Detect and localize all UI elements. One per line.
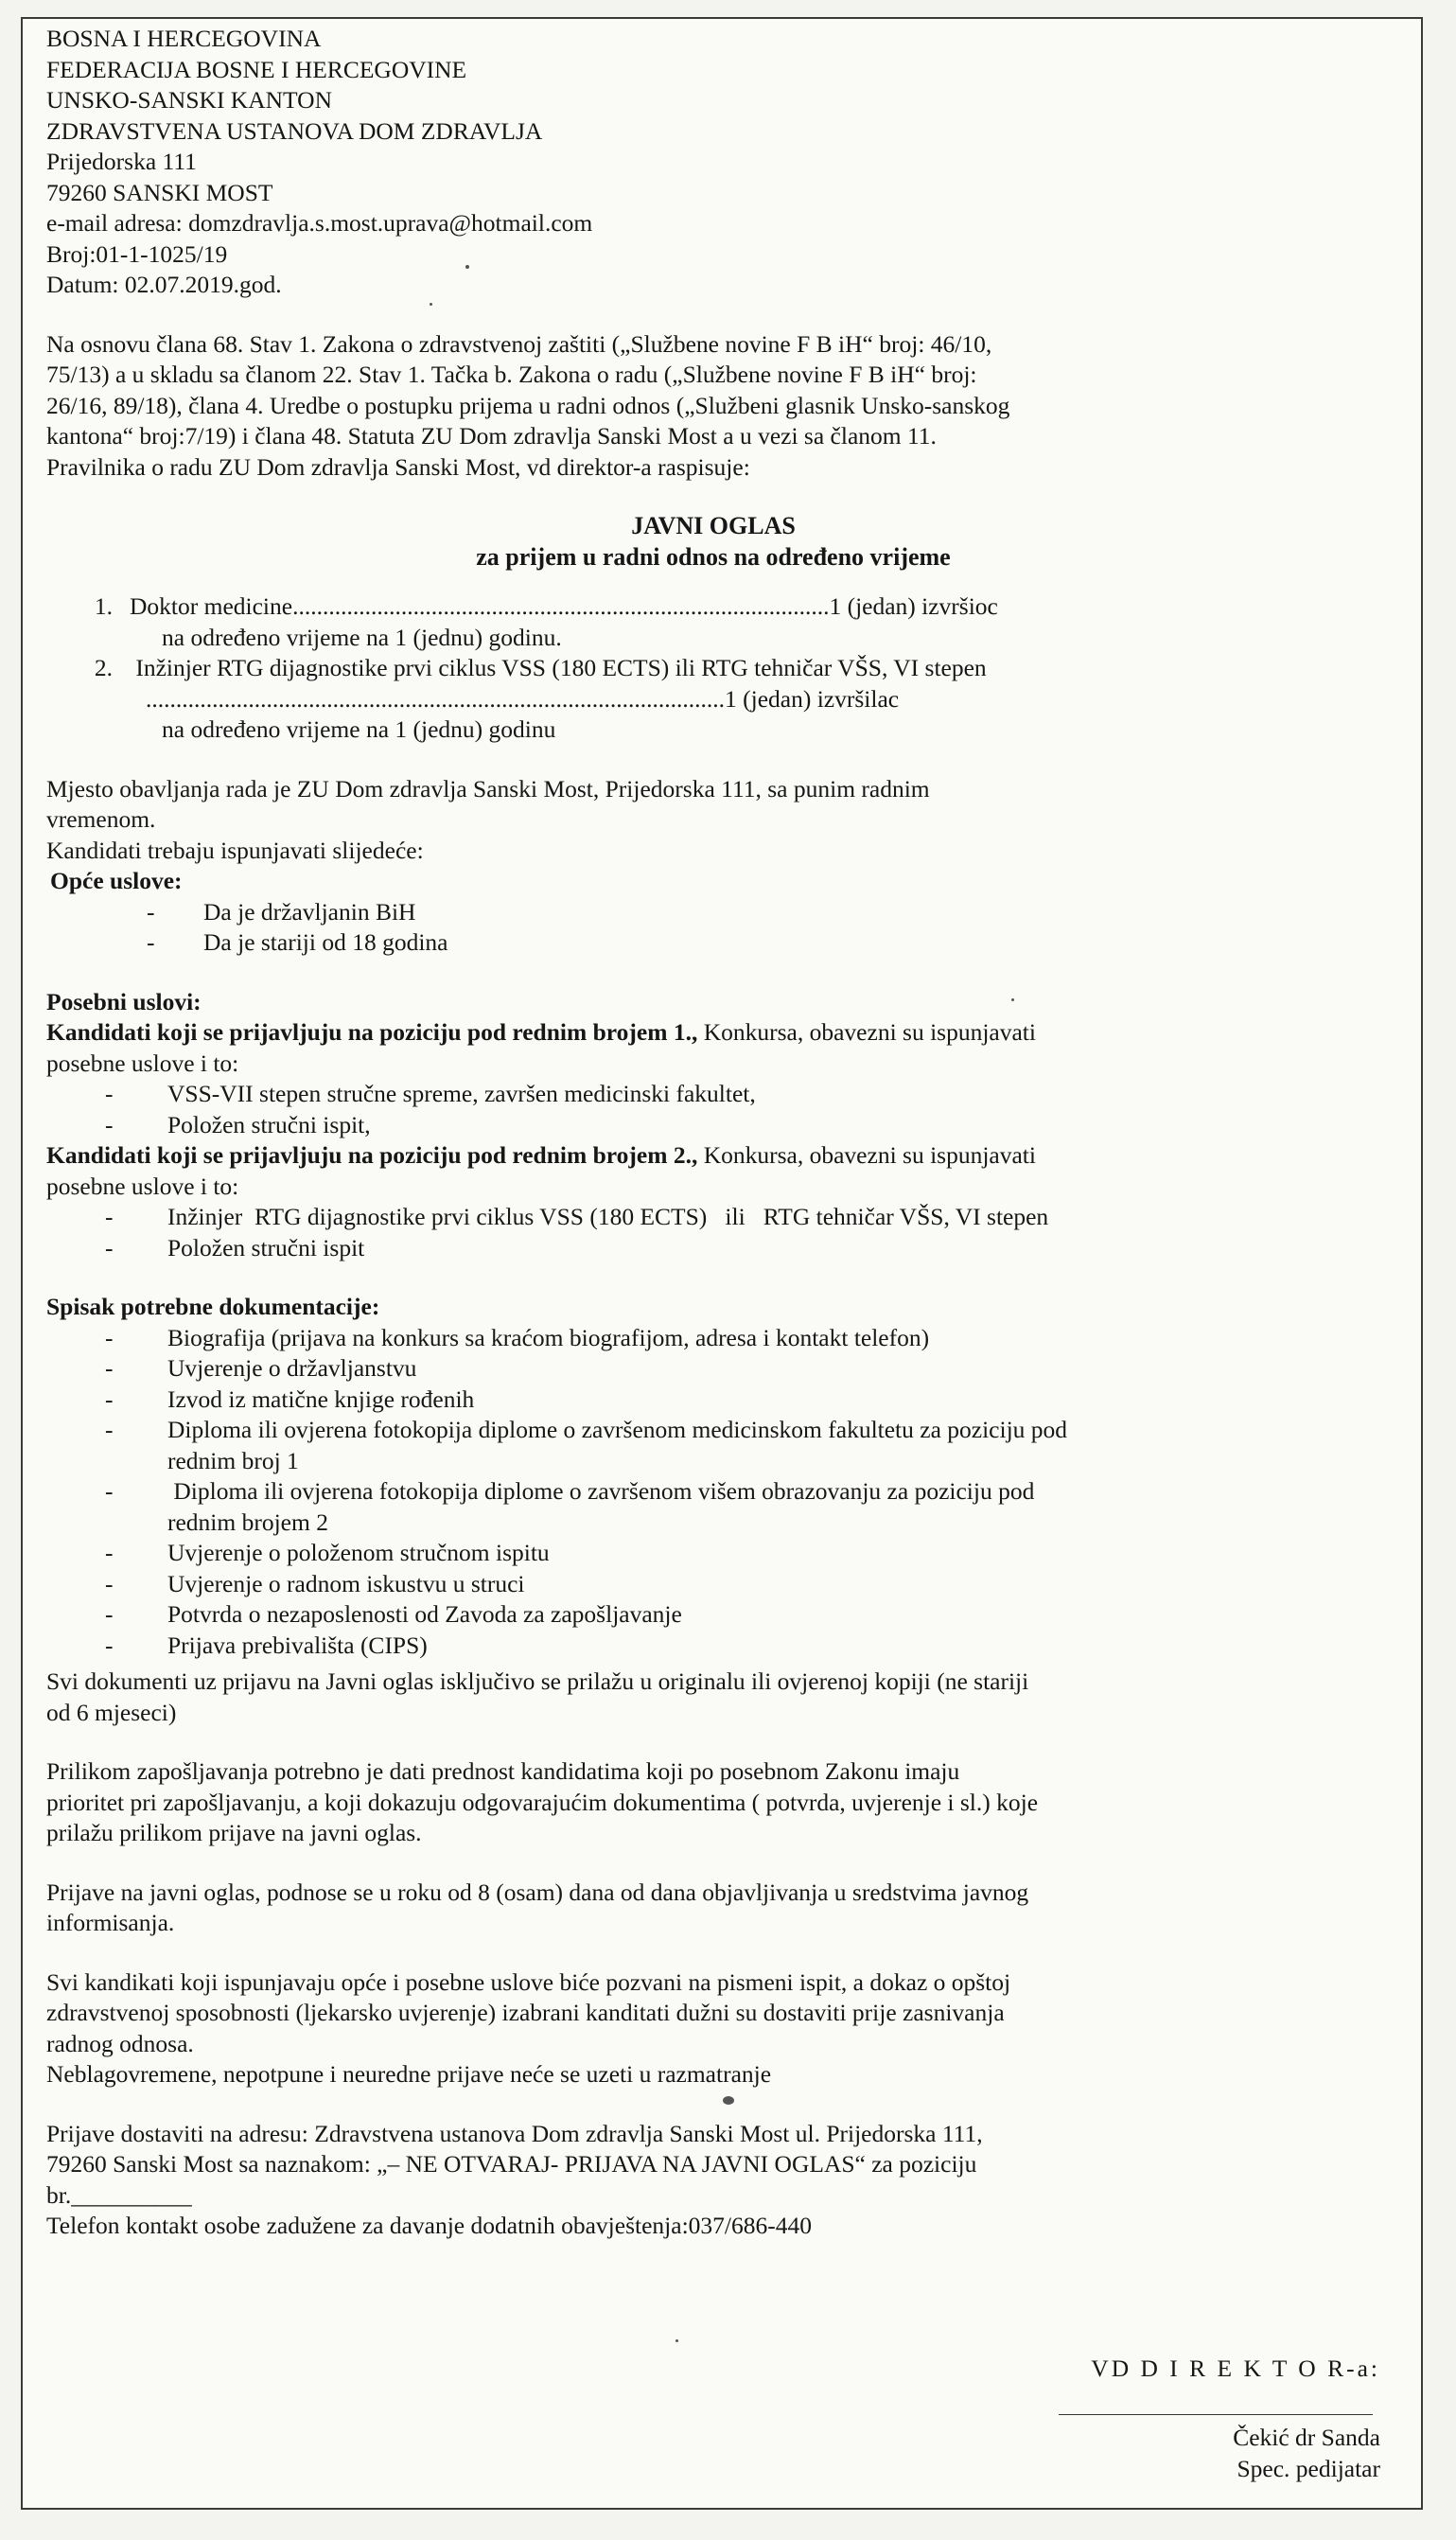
candidates-intro: Kandidati trebaju ispunjavati slijedeće: [46,836,424,864]
scan-speck [675,2339,678,2342]
position-title: Doktor medicine.........................................................................................1 (jedan) izvršioc [130,592,998,620]
position-count: ................................................................................................1 (jedan) izvršilac [146,684,900,713]
letterhead-number: Broj:01-1-1025/19 [46,239,228,268]
list-item: - Uvjerenje o položenom stručnom ispitu [46,1538,1380,1569]
paragraph-line: prilažu prilikom prijave na javni oglas. [46,1819,422,1846]
contact-phone-line: Telefon kontakt osobe zadužene za davanje dodatnih obavještenja:037/686-440 [46,2212,812,2239]
list-item-text: Diploma ili ovjerena fotokopija diplome o završenom višem obrazovanju za poziciju pod [167,1477,1035,1505]
paragraph-text: Konkursa, obavezni su ispunjavati [697,1018,1036,1046]
list-item: - Diploma ili ovjerena fotokopija diplome o završenom medicinskom fakultetu za poziciju pod [46,1415,1380,1446]
list-item-text: Potvrda o nezaposlenosti od Zavoda za zapošljavanje [167,1600,682,1628]
positions-list [46,591,1380,746]
list-item: - Da je državljanin BiH [46,897,1380,928]
documents-list [46,1323,1380,1662]
paragraph-line: 75/13) a u skladu sa članom 22. Stav 1. Tačka b. Zakona o radu („Službene novine F B iH“ broj: [46,361,977,388]
scan-speck [430,303,432,306]
letterhead [46,24,1380,301]
paragraph-line: kantona“ broj:7/19) i člana 48. Statuta ZU Dom zdravlja Sanski Most a u vezi sa članom 11. [46,422,937,450]
paragraph-line: posebne uslove i to: [46,1049,239,1077]
list-item-text: Položen stručni ispit, [167,1110,371,1138]
position-title: Inžinjer RTG dijagnostike prvi ciklus VSS (180 ECTS) ili RTG tehničar VŠS, VI stepen [130,654,987,681]
list-item-text: Uvjerenje o radnom iskustvu u struci [167,1569,525,1597]
special-conditions-heading: Posebni uslovi: [46,987,202,1015]
letterhead-line: BOSNA I HERCEGOVINA [46,25,322,52]
list-item: - Biografija (prijava na konkurs sa kraćom biografijom, adresa i kontakt telefon) [46,1323,1380,1354]
signature-line [1059,2414,1373,2415]
scan-speck [723,2096,734,2105]
document-title: JAVNI OGLAS [631,512,796,539]
list-item: - Da je stariji od 18 godina [46,927,1380,959]
letterhead-line: FEDERACIJA BOSNE I HERCEGOVINE [46,55,467,83]
paragraph-line: Neblagovremene, nepotpune i neuredne prijave neće se uzeti u razmatranje [46,2060,772,2088]
paragraph-line: 26/16, 89/18), člana 4. Uredbe o postupku prijema u radni odnos („Službeni glasnik Unsko-sanskog [46,391,1010,419]
paragraph-line: zdravstvenoj sposobnosti (ljekarsko uvjerenje) izabrani kanditati dužni su dostaviti prije zasnivanja [46,1999,1005,2026]
list-item-text: Uvjerenje o položenom stručnom ispitu [167,1539,550,1566]
priority-paragraph [46,1756,1380,1849]
scan-speck [1011,998,1014,1001]
list-item: - Položen stručni ispit [46,1233,1380,1264]
list-item: - Potvrda o nezaposlenosti od Zavoda za zapošljavanje [46,1599,1380,1631]
letterhead-line: Prijedorska 111 [46,148,197,175]
paragraph-line: Svi kandikati koji ispunjavaju opće i posebne uslove biće pozvani na pismeni ispit, a dokaz o opštoj [46,1967,1011,1996]
position-item [46,653,1380,684]
list-item: - Uvjerenje o radnom iskustvu u struci [46,1569,1380,1600]
list-item-text: Prijava prebivališta (CIPS) [167,1631,428,1659]
letterhead-email: e-mail adresa: domzdravlja.s.most.uprava@hotmail.com [46,209,593,237]
documents-heading: Spisak potrebne dokumentacije: [46,1293,380,1320]
paragraph-line: Prilikom zapošljavanja potrebno je dati prednost kandidatima koji po posebnom Zakonu imaju [46,1757,960,1785]
list-item-continuation: rednim brojem 2 [167,1508,328,1536]
position-term: na određeno vrijeme na 1 (jednu) godinu. [162,623,562,651]
paragraph-line: br.__________ [46,2180,192,2209]
paragraph-line: radnog odnosa. [46,2029,194,2057]
position-item [46,591,1380,623]
position-term: na određeno vrijeme na 1 (jednu) godinu [162,715,556,743]
workplace-paragraph [46,774,1380,836]
bold-text: Kandidati koji se prijavljuju na poziciju pod rednim brojem 1., [46,1018,698,1046]
list-item: - Prijava prebivališta (CIPS) [46,1631,1380,1662]
paragraph-line: informisanja. [46,1909,175,1936]
list-item-text: Inžinjer RTG dijagnostike prvi ciklus VSS (180 ECTS) ili RTG tehničar VŠS, VI stepen [167,1203,1049,1230]
paragraph-line: Prijave dostaviti na adresu: Zdravstvena ustanova Dom zdravlja Sanski Most ul. Prijedorska 111, [46,2119,983,2147]
legal-basis-paragraph [46,329,1380,484]
paragraph-text: Konkursa, obavezni su ispunjavati [697,1141,1036,1169]
letterhead-line: UNSKO-SANSKI KANTON [46,86,333,114]
list-item: - Položen stručni ispit, [46,1110,1380,1141]
list-item: - Izvod iz matične knjige rođenih [46,1385,1380,1416]
position-number: 1. [94,592,113,620]
paragraph-line: prioritet pri zapošljavanju, a koji dokazuju odgovarajućim dokumentima ( potvrda, uvjerenje i sl.) koje [46,1788,1039,1816]
document-content [46,24,1380,2482]
address-paragraph [46,2119,1380,2242]
letterhead-date: Datum: 02.07.2019.god. [46,271,282,298]
documents-note-paragraph [46,1667,1380,1728]
paragraph-line: Mjesto obavljanja rada je ZU Dom zdravlja Sanski Most, Prijedorska 111, sa punim radnim [46,774,930,803]
special-conditions-pos2 [46,1140,1380,1172]
paragraph-line: od 6 mjeseci) [46,1698,177,1726]
general-conditions-heading: Opće uslove: [50,867,183,894]
list-item-text: Položen stručni ispit [167,1233,365,1261]
list-item: - Uvjerenje o državljanstvu [46,1353,1380,1385]
list-item-text: Da je stariji od 18 godina [203,928,448,956]
scan-speck [465,265,469,269]
deadline-paragraph [46,1878,1380,1939]
exam-paragraph [46,1967,1380,2090]
signature-role: Spec. pedijatar [1237,2455,1380,2482]
list-item-continuation: rednim broj 1 [167,1446,299,1474]
list-item: - VSS-VII stepen stručne spreme, završen medicinski fakultet, [46,1079,1380,1110]
paragraph-line: Prijave na javni oglas, podnose se u roku od 8 (osam) dana od dana objavljivanja u sredstvima javnog [46,1878,1029,1906]
paragraph-line: posebne uslove i to: [46,1172,239,1200]
position-number: 2. [94,654,113,681]
paragraph-line: 79260 Sanski Most sa naznakom: „– NE OTVARAJ- PRIJAVA NA JAVNI OGLAS“ za poziciju [46,2150,977,2178]
list-item-text: Diploma ili ovjerena fotokopija diplome o završenom medicinskom fakultetu za poziciju pod [167,1416,1068,1443]
paragraph-line: Pravilnika o radu ZU Dom zdravlja Sanski Most, vd direktor-a raspisuje: [46,452,750,481]
signature-name: Čekić dr Sanda [1233,2424,1380,2451]
document-subtitle: za prijem u radni odnos na određeno vrijeme [476,542,951,571]
letterhead-line: ZDRAVSTVENA USTANOVA DOM ZDRAVLJA [46,116,543,145]
list-item-text: Izvod iz matične knjige rođenih [167,1385,475,1413]
paragraph-line: vremenom. [46,805,156,833]
list-item-text: Uvjerenje o državljanstvu [167,1354,417,1382]
bold-text: Kandidati koji se prijavljuju na poziciju pod rednim brojem 2., [46,1141,698,1169]
special-conditions-pos1 [46,1017,1380,1049]
list-item-text: VSS-VII stepen stručne spreme, završen medicinski fakultet, [167,1080,756,1107]
list-item: - Diploma ili ovjerena fotokopija diplome o završenom višem obrazovanju za poziciju pod [46,1476,1380,1508]
paragraph-line: Na osnovu člana 68. Stav 1. Zakona o zdravstvenoj zaštiti („Službene novine F B iH“ broj: 46/10, [46,329,992,358]
list-item-text: Da je državljanin BiH [203,897,416,926]
list-item: - Inžinjer RTG dijagnostike prvi ciklus VSS (180 ECTS) ili RTG tehničar VŠS, VI stepen [46,1202,1380,1233]
list-item-text: Biografija (prijava na konkurs sa kraćom biografijom, adresa i kontakt telefon) [167,1323,930,1351]
paragraph-line: Svi dokumenti uz prijavu na Javni oglas isključivo se prilažu u originalu ili ovjerenoj kopiji (ne stariji [46,1667,1029,1695]
document-page [21,17,1423,2510]
signature-title: VD D I R E K T O R-a: [1091,2355,1380,2382]
letterhead-line: 79260 SANSKI MOST [46,178,273,206]
